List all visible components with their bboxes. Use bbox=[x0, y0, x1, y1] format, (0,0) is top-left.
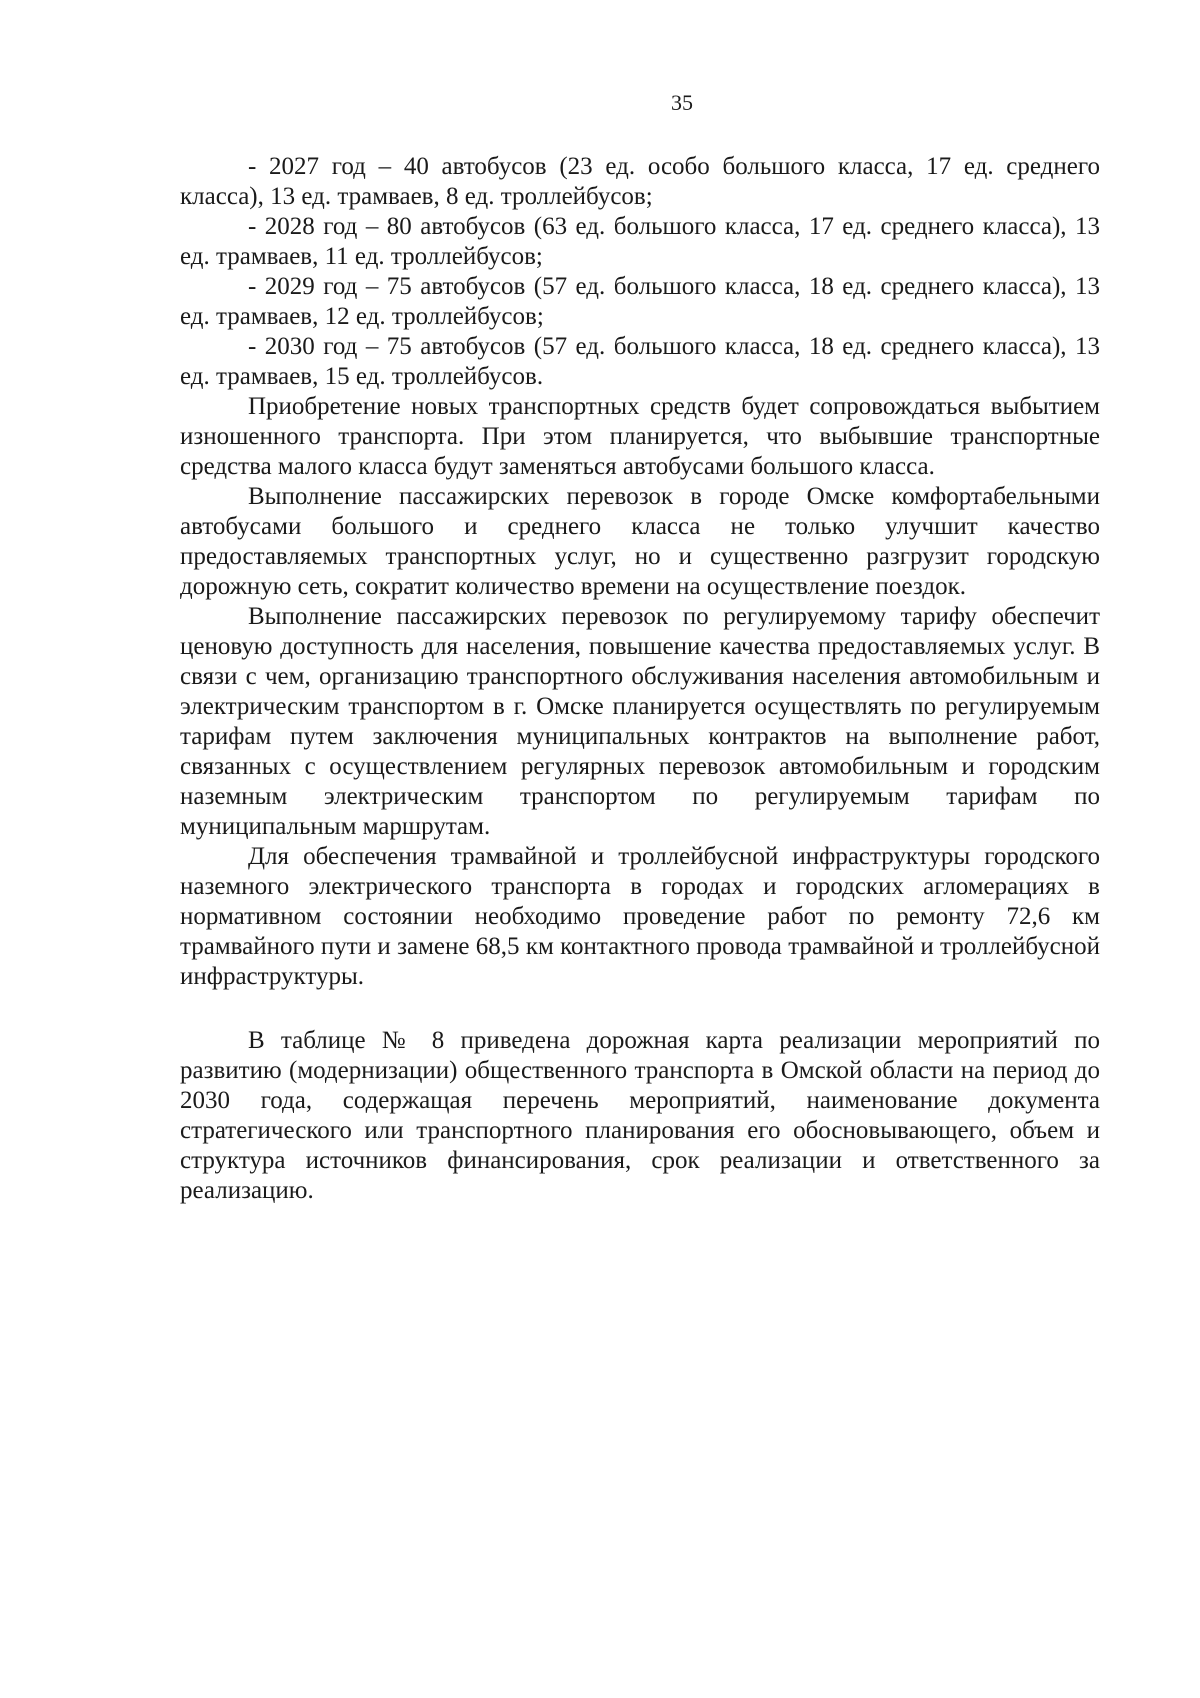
list-item-2030: - 2030 год – 75 автобусов (57 ед. большого класса, 18 ед. среднего класса), 13 ед. трамваев, 15 ед. троллейбусов. bbox=[180, 333, 1100, 390]
paragraph-comfortable-buses: Выполнение пассажирских перевозок в городе Омске комфортабельными автобусами большого и среднего класса не только улучшит качество предоставляемых транспортных услуг, но и существенно разгрузит городскую дорожную сеть, сократит количество времени на осуществление поездок. bbox=[180, 483, 1100, 600]
list-item-2027: - 2027 год – 40 автобусов (23 ед. особо большого класса, 17 ед. среднего класса), 13 ед. трамваев, 8 ед. троллейбусов; bbox=[180, 153, 1100, 210]
paragraph-regulated-tariff: Выполнение пассажирских перевозок по регулируемому тарифу обеспечит ценовую доступность для населения, повышение качества предоставляемых услуг. В связи с чем, организацию транспортного обслуживания населения автомобильным и электрическим транспортом в г. Омске планируется осуществлять по регулируемым тарифам путем заключения муниципальных контрактов на выполнение работ, связанных с осуществлением регулярных перевозок автомобильным и городским наземным электрическим транспортом по регулируемым тарифам по муниципальным маршрутам. bbox=[180, 603, 1100, 840]
list-item-2028: - 2028 год – 80 автобусов (63 ед. большого класса, 17 ед. среднего класса), 13 ед. трамваев, 11 ед. троллейбусов; bbox=[180, 213, 1100, 270]
list-item-2029: - 2029 год – 75 автобусов (57 ед. большого класса, 18 ед. среднего класса), 13 ед. трамваев, 12 ед. троллейбусов; bbox=[180, 273, 1100, 330]
page-number: 35 bbox=[671, 90, 693, 115]
paragraph-vehicle-replacement: Приобретение новых транспортных средств будет сопровождаться выбытием изношенного транспорта. При этом планируется, что выбывшие транспортные средства малого класса будут заменяться автобусами большого класса. bbox=[180, 393, 1100, 480]
paragraph-infrastructure: Для обеспечения трамвайной и троллейбусной инфраструктуры городского наземного электрического транспорта в городах и городских агломерациях в нормативном состоянии необходимо проведение работ по ремонту 72,6 км трамвайного пути и замене 68,5 км контактного провода трамвайной и троллейбусной инфраструктуры. bbox=[180, 843, 1100, 990]
paragraph-table-reference: В таблице № 8 приведена дорожная карта реализации мероприятий по развитию (модернизации) общественного транспорта в Омской области на период до 2030 года, содержащая перечень мероприятий, наименование документа стратегического или транспортного планирования его обосновывающего, объем и структура источников финансирования, срок реализации и ответственного за реализацию. bbox=[180, 1027, 1100, 1204]
document-body bbox=[180, 152, 1100, 1206]
